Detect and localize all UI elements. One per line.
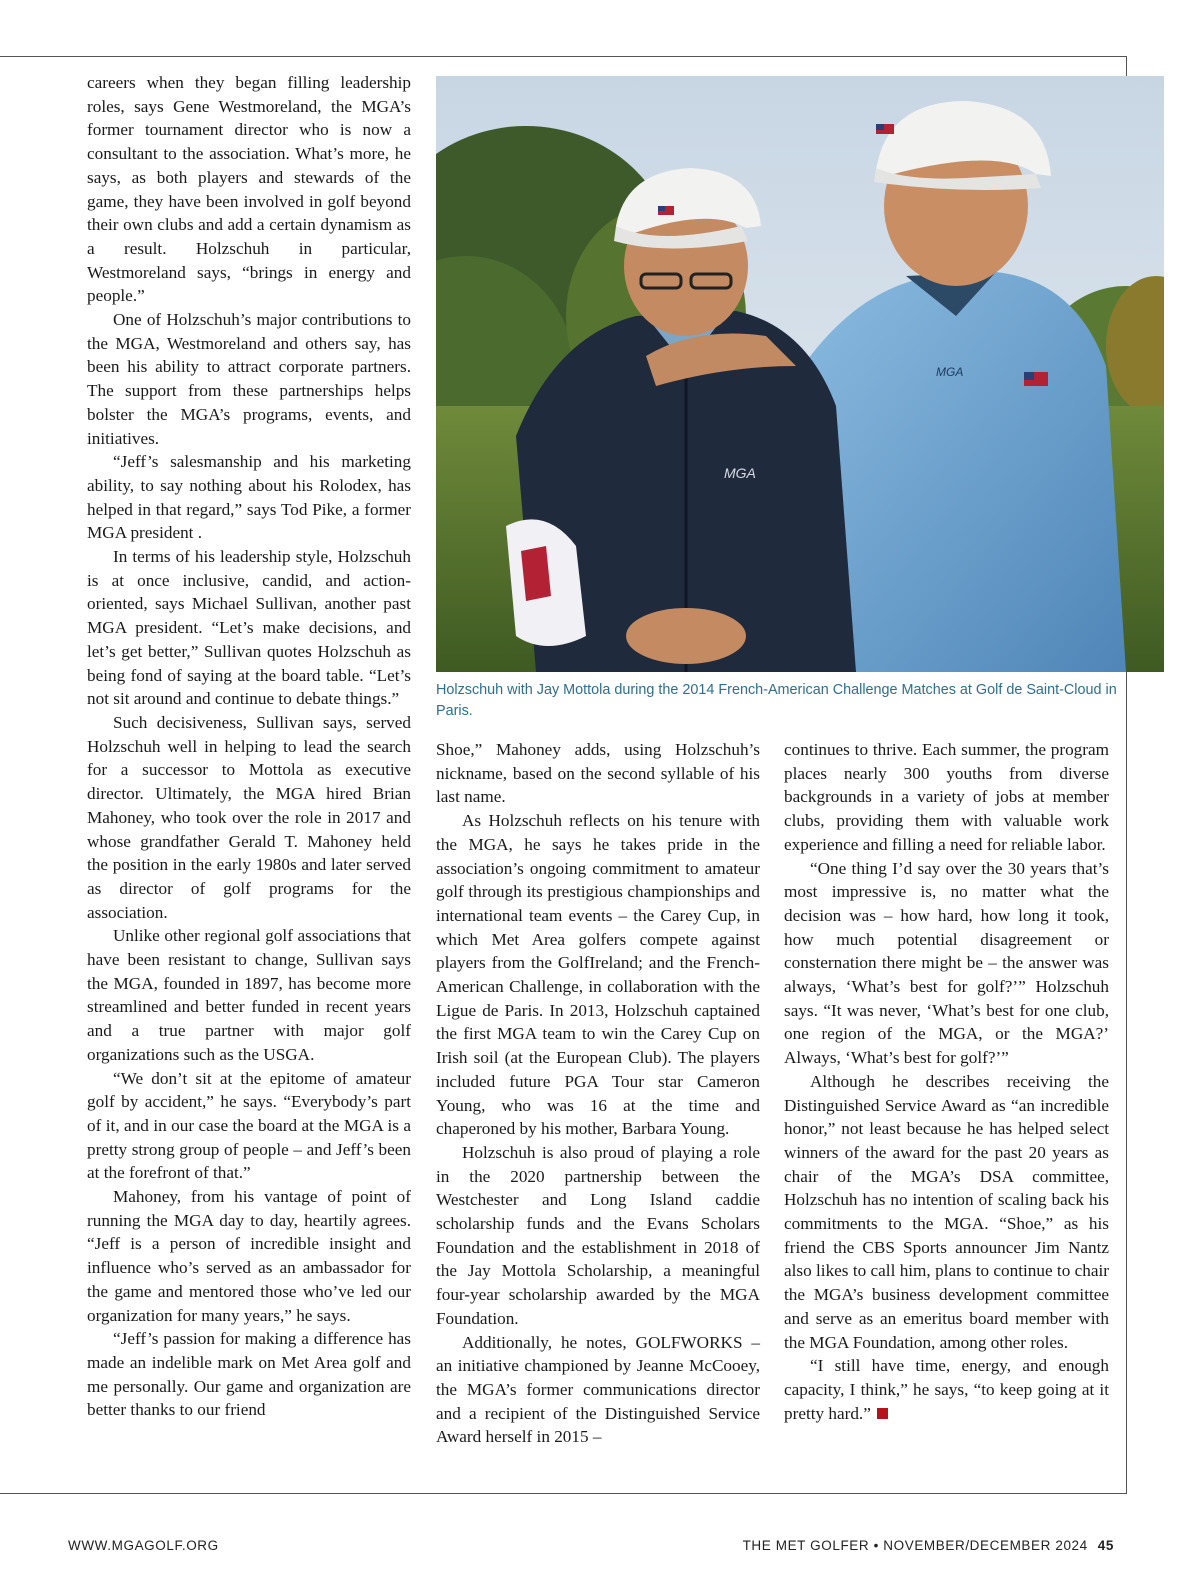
article-column-1: [87, 71, 411, 1422]
paragraph: Additionally, he notes, GOLFWORKS – an initiative championed by Jeanne McCooey, the MGA’s former communications director and a recipient of the Distinguished Service Award herself in 2015 –: [436, 1332, 760, 1447]
article-column-3: [784, 738, 1109, 1425]
paragraph: Unlike other regional golf associations that have been resistant to change, Sullivan says the MGA, founded in 1897, has become more streamlined and better funded in recent years and a true partner with major golf organizations such as the USGA.: [87, 926, 411, 1064]
paragraph: “Jeff’s salesmanship and his marketing ability, to say nothing about his Rolodex, has helped in that regard,” says Tod Pike, a former MGA president .: [87, 452, 411, 543]
paragraph: Holzschuh is also proud of playing a role in the 2020 partnership between the Westchester and Long Island caddie scholarship funds and the Evans Scholars Foundation and the establishment in 2018 of the Jay Mottola Scholarship, a meaningful four-year scholarship awarded by the MGA Foundation.: [436, 1142, 760, 1328]
footer-publication-title: THE MET GOLFER • NOVEMBER/DECEMBER 2024: [742, 1538, 1088, 1553]
closing-paragraph-text: “I still have time, energy, and enough capacity, I think,” he says, “to keep going at it pretty hard.”: [784, 1356, 1109, 1423]
footer-publication: [743, 1538, 1114, 1553]
paragraph: continues to thrive. Each summer, the program places nearly 300 youths from diverse backgrounds in a variety of jobs at member clubs, providing them with valuable work experience and filling a need for reliable labor.: [784, 740, 1109, 854]
shirt-logo-left: MGA: [724, 465, 756, 481]
photo-caption: Holzschuh with Jay Mottola during the 2014 French-American Challenge Matches at Golf de Saint-Cloud in Paris.: [436, 682, 1117, 719]
paragraph: [784, 1354, 1109, 1425]
footer-website: WWW.MGAGOLF.ORG: [68, 1538, 219, 1553]
paragraph: “We don’t sit at the epitome of amateur golf by accident,” he says. “Everybody’s part of it, and in our case the board at the MGA is a pretty strong group of people – and Jeff’s been at the forefront of that.”: [87, 1068, 411, 1183]
paragraph: Shoe,” Mahoney adds, using Holzschuh’s nickname, based on the second syllable of his last name.: [436, 740, 760, 807]
article-column-2: [436, 738, 760, 1449]
paragraph: careers when they began filling leadership roles, says Gene Westmoreland, the MGA’s former tournament director who is now a consultant to the association. What’s more, he says, as both players and stewards of the game, they have been involved in golf beyond their own clubs and add a certain dynamism as a result. Holzschuh in particular, Westmoreland says, “brings in energy and people.”: [87, 73, 411, 306]
paragraph: Such decisiveness, Sullivan says, served Holzschuh well in helping to lead the search for a successor to Mottola as executive director. Ultimately, the MGA hired Brian Mahoney, who took over the role in 2017 and whose grandfather Gerald T. Mahoney held the position in the early 1980s and later served as director of golf programs for the association.: [87, 712, 411, 922]
paragraph: Mahoney, from his vantage of point of running the MGA day to day, heartily agrees. “Jeff is a person of incredible insight and influence who’s served as an ambassador for the game and mentored those who’ve led our organization for many years,” he says.: [87, 1187, 411, 1325]
paragraph: “One thing I’d say over the 30 years that’s most impressive is, no matter what the decision was – how hard, how long it took, how much potential disagreement or consternation there might be – the answer was always, ‘What’s best for golf?’” Holzschuh says. “It was never, ‘What’s best for one club, one region of the MGA, or the MGA?’ Always, ‘What’s best for golf?’”: [784, 858, 1109, 1068]
photo-holzschuh-mottola: [436, 76, 1164, 672]
paragraph: As Holzschuh reflects on his tenure with the MGA, he says he takes pride in the association’s ongoing commitment to amateur golf through its prestigious championships and international team events – the Carey Cup, in which Met Area golfers compete against players from the GolfIreland; and the French-American Challenge, in collaboration with the Ligue de Paris. In 2013, Holzschuh captained the first MGA team to win the Carey Cup on Irish soil (at the European Club). The players included future PGA Tour star Cameron Young, who was 16 at the time and chaperoned by his mother, Barbara Young.: [436, 811, 760, 1139]
top-rule: [0, 56, 1127, 57]
paragraph: Although he describes receiving the Distinguished Service Award as “an incredible honor,” not least because he has helped select winners of the award for the past 20 years as chair of the MGA’s DSA committee, Holzschuh has no intention of scaling back his commitments to the MGA. “Shoe,” as his friend the CBS Sports announcer Jim Nantz also likes to call him, plans to continue to chair the MGA’s business development committee and serve as an emeritus board member with the MGA Foundation, among other roles.: [784, 1071, 1109, 1352]
bottom-rule: [0, 1493, 1127, 1494]
end-mark-icon: [877, 1408, 888, 1419]
paragraph: In terms of his leadership style, Holzschuh is at once inclusive, candid, and action-oriented, says Michael Sullivan, another past MGA president. “Let’s make decisions, and let’s get better,” Sullivan quotes Holzschuh as being fond of saying at the board table. “Let’s not sit around and continue to debate things.”: [87, 547, 411, 709]
page-number: 45: [1097, 1538, 1114, 1553]
shirt-logo-right: MGA: [936, 365, 964, 379]
paragraph: One of Holzschuh’s major contributions to the MGA, Westmoreland and others say, has been his ability to attract corporate partners. The support from these partnerships helps bolster the MGA’s programs, events, and initiatives.: [87, 310, 411, 448]
paragraph: “Jeff’s passion for making a difference has made an indelible mark on Met Area golf and me personally. Our game and organization are better thanks to our friend: [87, 1329, 411, 1420]
